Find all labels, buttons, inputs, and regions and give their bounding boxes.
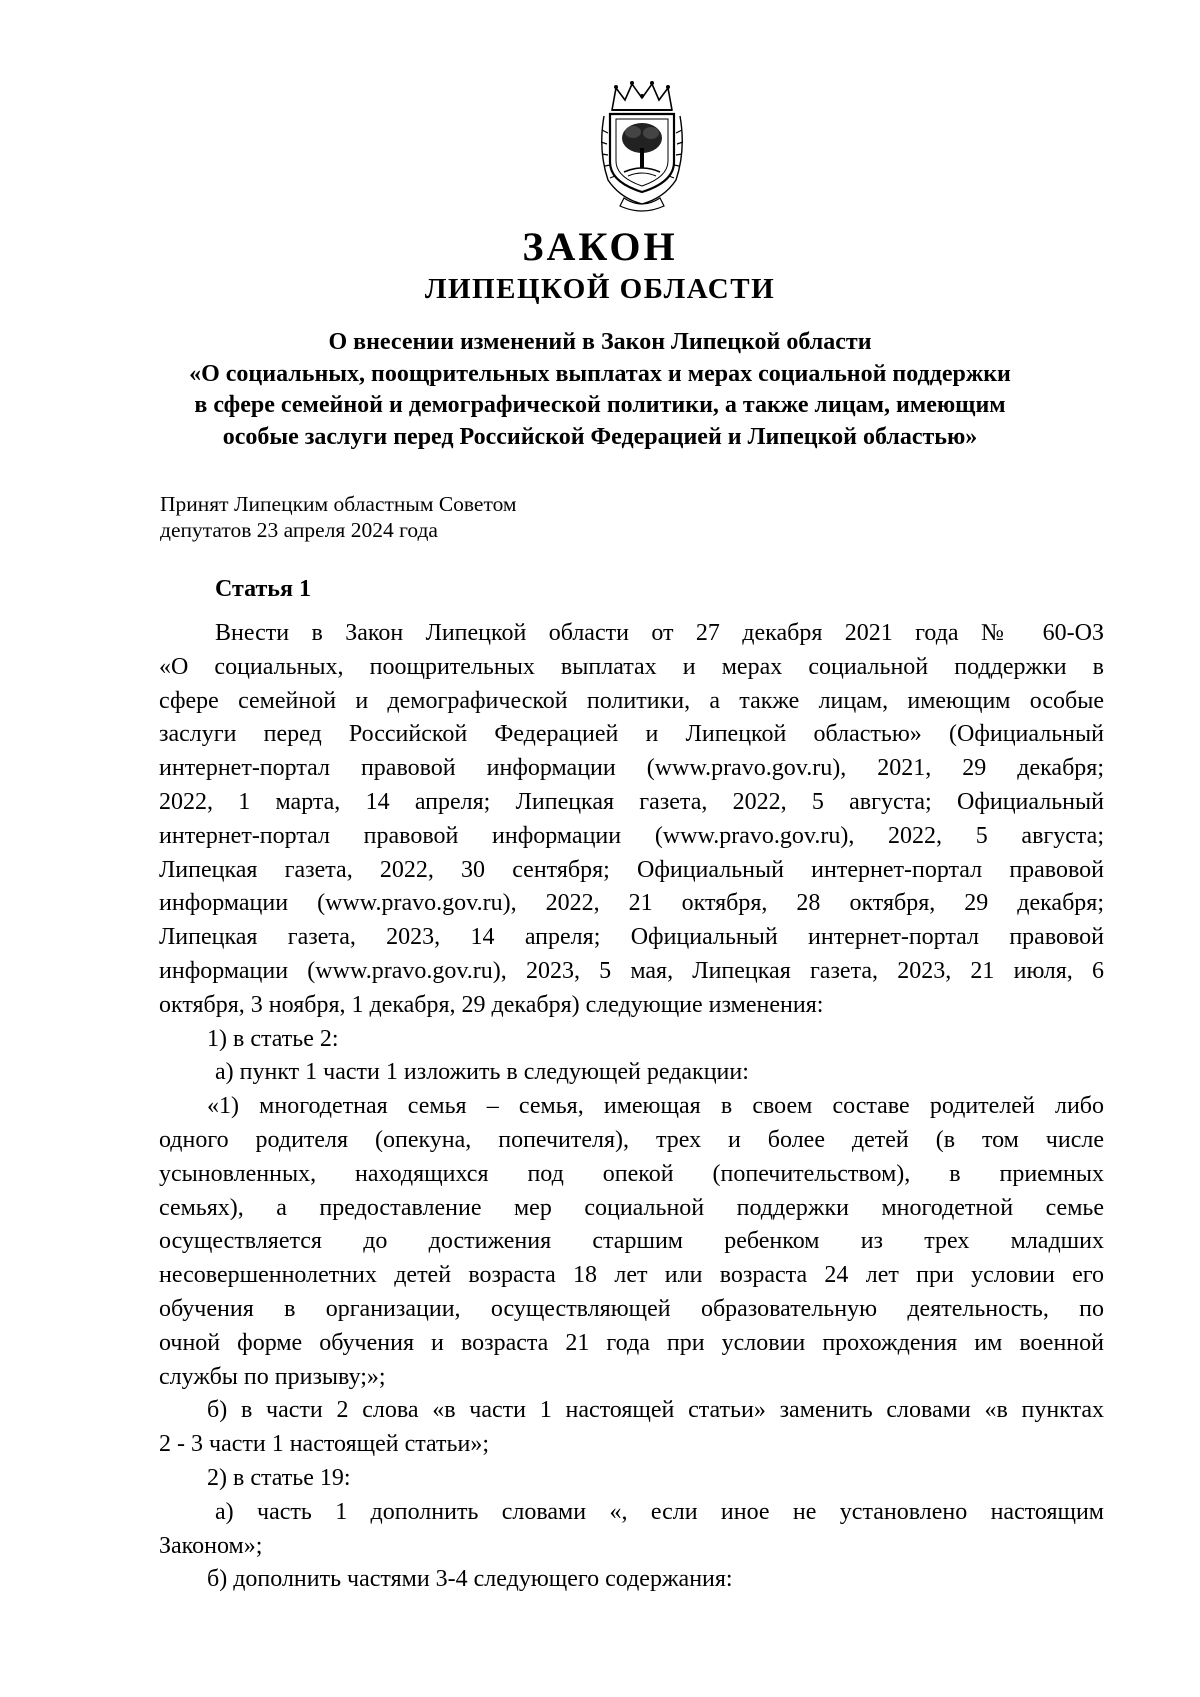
law-title-line: особые заслуги перед Российской Федерацией и Липецкой областью»	[222, 423, 978, 450]
body-line: «1) многодетная семья – семья, имеющая в своем составе родителей либо	[207, 1093, 1104, 1120]
body-line: 2022, 1 марта, 14 апреля; Липецкая газета, 2022, 5 августа; Официальный	[159, 788, 1104, 815]
body-line: информации (www.pravo.gov.ru), 2023, 5 мая, Липецкая газета, 2023, 21 июля, 6	[159, 957, 1104, 984]
body-line: «О социальных, поощрительных выплатах и мерах социальной поддержки в	[159, 653, 1104, 680]
body-line: очной форме обучения и возраста 21 года при условии прохождения им военной	[159, 1329, 1104, 1356]
body-line: Законом»;	[159, 1532, 263, 1559]
body-line: несовершеннолетних детей возраста 18 лет или возраста 24 лет при условии его	[159, 1262, 1104, 1289]
body-line: обучения в организации, осуществляющей образовательную деятельность, по	[159, 1295, 1104, 1322]
body-line: сфере семейной и демографической политики, а также лицам, имеющим особые	[159, 687, 1104, 714]
body-line: б) в части 2 слова «в части 1 настоящей статьи» заменить словами «в пунктах	[207, 1397, 1104, 1424]
body-line: интернет-портал правовой информации (www.pravo.gov.ru), 2021, 29 декабря;	[159, 755, 1104, 782]
adoption-note-line: Принят Липецким областным Советом	[160, 492, 517, 516]
body-line: Внести в Закон Липецкой области от 27 декабря 2021 года № 60-ОЗ	[215, 620, 1104, 646]
document-title: ЗАКОН	[522, 224, 678, 269]
body-line: 2 - 3 части 1 настоящей статьи»;	[159, 1431, 489, 1458]
body-line: Липецкая газета, 2022, 30 сентября; Официальный интернет-портал правовой	[159, 856, 1104, 883]
body-line: информации (www.pravo.gov.ru), 2022, 21 октября, 28 октября, 29 декабря;	[159, 890, 1104, 917]
body-line: осуществляется до достижения старшим ребенком из трех младших	[159, 1228, 1104, 1255]
body-line: 1) в статье 2:	[207, 1025, 339, 1052]
adoption-note	[160, 491, 517, 543]
document-subtitle: ЛИПЕЦКОЙ ОБЛАСТИ	[424, 273, 776, 305]
body-line: заслуги перед Российской Федерацией и Липецкой областью» (Официальный	[159, 721, 1104, 748]
body-line: семьях), а предоставление мер социальной поддержки многодетной семье	[159, 1194, 1104, 1221]
body-line: одного родителя (опекуна, попечителя), трех и более детей (в том числе	[159, 1126, 1104, 1153]
body-line: интернет-портал правовой информации (www.pravo.gov.ru), 2022, 5 августа;	[159, 822, 1104, 849]
law-title-line: О внесении изменений в Закон Липецкой области	[328, 329, 872, 355]
article-body	[159, 617, 1104, 1597]
adoption-note-line: депутатов 23 апреля 2024 года	[160, 518, 438, 542]
body-line: Липецкая газета, 2023, 14 апреля; Официальный интернет-портал правовой	[159, 924, 1104, 951]
coat-of-arms-emblem	[592, 80, 692, 212]
body-line: 2) в статье 19:	[207, 1464, 351, 1491]
law-title-line: «О социальных, поощрительных выплатах и мерах социальной поддержки	[189, 360, 1011, 387]
body-line: усыновленных, находящихся под опекой (попечительством), в приемных	[159, 1160, 1104, 1187]
body-line: октября, 3 ноября, 1 декабря, 29 декабря) следующие изменения:	[159, 991, 824, 1018]
body-line: а) часть 1 дополнить словами «, если иное не установлено настоящим	[215, 1498, 1104, 1525]
law-title-line: в сфере семейной и демографической политики, а также лицам, имеющим	[194, 392, 1006, 418]
body-line: б) дополнить частями 3-4 следующего содержания:	[207, 1566, 733, 1593]
body-line: а) пункт 1 части 1 изложить в следующей редакции:	[215, 1059, 749, 1086]
article-heading: Статья 1	[215, 576, 311, 602]
body-line: службы по призыву;»;	[159, 1363, 386, 1390]
law-title	[140, 327, 1060, 453]
